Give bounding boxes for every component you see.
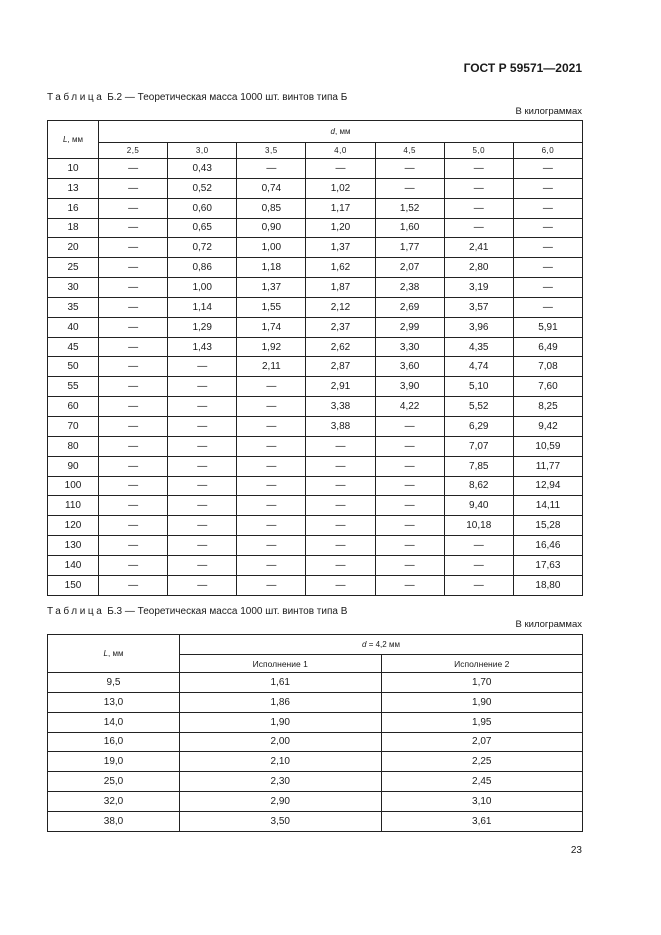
mass-cell: — bbox=[375, 159, 444, 179]
row-length-cell: 10 bbox=[48, 159, 99, 179]
table-row bbox=[48, 772, 583, 792]
mass-cell: 2,99 bbox=[375, 317, 444, 337]
row-length-cell: 19,0 bbox=[48, 752, 180, 772]
mass-cell: — bbox=[168, 536, 237, 556]
mass-cell: 0,72 bbox=[168, 238, 237, 258]
table-b3-title: — Теоретическая масса 1000 шт. винтов типа В bbox=[124, 606, 348, 617]
mass-cell: 1,02 bbox=[306, 178, 375, 198]
mass-cell: — bbox=[306, 436, 375, 456]
mass-cell: 8,62 bbox=[444, 476, 513, 496]
table-b3-number: Б.3 bbox=[107, 606, 123, 617]
table-b2-label: Таблица bbox=[47, 92, 105, 103]
row-length-cell: 9,5 bbox=[48, 673, 180, 693]
table-row bbox=[48, 397, 583, 417]
column-header: 3,0 bbox=[168, 143, 237, 159]
mass-cell: 6,29 bbox=[444, 416, 513, 436]
table-row bbox=[48, 516, 583, 536]
table-row bbox=[48, 377, 583, 397]
row-length-cell: 35 bbox=[48, 297, 99, 317]
mass-cell: 1,61 bbox=[180, 673, 382, 693]
table-row bbox=[48, 496, 583, 516]
mass-cell: 1,00 bbox=[237, 238, 306, 258]
row-length-cell: 25,0 bbox=[48, 772, 180, 792]
table-row bbox=[48, 238, 583, 258]
mass-cell: 0,85 bbox=[237, 198, 306, 218]
table-row bbox=[48, 575, 583, 595]
mass-cell: — bbox=[99, 297, 168, 317]
mass-cell: 1,37 bbox=[306, 238, 375, 258]
row-length-cell: 25 bbox=[48, 258, 99, 278]
row-length-cell: 150 bbox=[48, 575, 99, 595]
mass-cell: 6,49 bbox=[513, 337, 582, 357]
row-length-cell: 45 bbox=[48, 337, 99, 357]
table-b3-units: В килограммах bbox=[515, 619, 582, 630]
mass-cell: — bbox=[99, 278, 168, 298]
mass-cell: 3,90 bbox=[375, 377, 444, 397]
row-length-cell: 130 bbox=[48, 536, 99, 556]
row-length-cell: 16 bbox=[48, 198, 99, 218]
document-code: ГОСТ Р 59571—2021 bbox=[463, 61, 582, 75]
mass-cell: — bbox=[375, 555, 444, 575]
mass-cell: — bbox=[444, 198, 513, 218]
mass-cell: 1,20 bbox=[306, 218, 375, 238]
table-row bbox=[48, 317, 583, 337]
table-row bbox=[48, 732, 583, 752]
table-row bbox=[48, 198, 583, 218]
mass-cell: — bbox=[375, 178, 444, 198]
page-number: 23 bbox=[570, 845, 582, 856]
mass-cell: — bbox=[168, 416, 237, 436]
table-row bbox=[48, 692, 583, 712]
row-length-cell: 13 bbox=[48, 178, 99, 198]
mass-cell: — bbox=[513, 159, 582, 179]
mass-cell: — bbox=[237, 555, 306, 575]
column-header: 5,0 bbox=[444, 143, 513, 159]
column-header: 3,5 bbox=[237, 143, 306, 159]
mass-cell: 7,85 bbox=[444, 456, 513, 476]
mass-cell: 8,25 bbox=[513, 397, 582, 417]
row-length-cell: 38,0 bbox=[48, 811, 180, 831]
mass-cell: 5,91 bbox=[513, 317, 582, 337]
mass-cell: 17,63 bbox=[513, 555, 582, 575]
row-length-cell: 100 bbox=[48, 476, 99, 496]
mass-cell: 0,74 bbox=[237, 178, 306, 198]
row-length-cell: 80 bbox=[48, 436, 99, 456]
mass-cell: 1,52 bbox=[375, 198, 444, 218]
mass-cell: 3,19 bbox=[444, 278, 513, 298]
row-length-cell: 60 bbox=[48, 397, 99, 417]
mass-cell: — bbox=[237, 377, 306, 397]
column-header: 4,0 bbox=[306, 143, 375, 159]
mass-cell: 3,50 bbox=[180, 811, 382, 831]
mass-cell: — bbox=[444, 555, 513, 575]
mass-cell: — bbox=[375, 476, 444, 496]
row-length-cell: 55 bbox=[48, 377, 99, 397]
mass-cell: — bbox=[237, 476, 306, 496]
mass-cell: — bbox=[237, 159, 306, 179]
mass-cell: 0,52 bbox=[168, 178, 237, 198]
row-length-cell: 40 bbox=[48, 317, 99, 337]
mass-cell: — bbox=[513, 218, 582, 238]
mass-cell: 15,28 bbox=[513, 516, 582, 536]
row-length-cell: 70 bbox=[48, 416, 99, 436]
column-header: 4,5 bbox=[375, 143, 444, 159]
mass-cell: — bbox=[168, 357, 237, 377]
mass-cell: 1,92 bbox=[237, 337, 306, 357]
table-b3-d-header: d = 4,2 мм bbox=[180, 635, 583, 655]
mass-cell: 1,77 bbox=[375, 238, 444, 258]
mass-cell: 1,95 bbox=[381, 712, 583, 732]
table-row bbox=[48, 357, 583, 377]
table-row bbox=[48, 555, 583, 575]
mass-cell: — bbox=[306, 555, 375, 575]
mass-cell: — bbox=[99, 337, 168, 357]
mass-cell: — bbox=[99, 159, 168, 179]
mass-cell: 2,11 bbox=[237, 357, 306, 377]
mass-cell: 2,07 bbox=[375, 258, 444, 278]
table-b2-l-header: L, мм bbox=[48, 121, 99, 159]
mass-cell: 2,38 bbox=[375, 278, 444, 298]
mass-cell: 0,90 bbox=[237, 218, 306, 238]
row-length-cell: 20 bbox=[48, 238, 99, 258]
mass-cell: — bbox=[444, 159, 513, 179]
mass-cell: 2,12 bbox=[306, 297, 375, 317]
mass-cell: 2,80 bbox=[444, 258, 513, 278]
mass-cell: 12,94 bbox=[513, 476, 582, 496]
mass-cell: 4,74 bbox=[444, 357, 513, 377]
mass-cell: 1,14 bbox=[168, 297, 237, 317]
mass-cell: — bbox=[513, 258, 582, 278]
mass-cell: 3,96 bbox=[444, 317, 513, 337]
mass-cell: — bbox=[444, 536, 513, 556]
mass-cell: 3,88 bbox=[306, 416, 375, 436]
mass-cell: 1,86 bbox=[180, 692, 382, 712]
mass-cell: — bbox=[99, 198, 168, 218]
mass-cell: — bbox=[99, 555, 168, 575]
mass-cell: — bbox=[168, 496, 237, 516]
table-b2-title: — Теоретическая масса 1000 шт. винтов типа Б bbox=[124, 92, 348, 103]
mass-cell: 5,10 bbox=[444, 377, 513, 397]
mass-cell: — bbox=[168, 575, 237, 595]
mass-cell: — bbox=[99, 397, 168, 417]
table-b2-d-header: d, мм bbox=[99, 121, 583, 143]
mass-cell: 3,57 bbox=[444, 297, 513, 317]
row-length-cell: 32,0 bbox=[48, 792, 180, 812]
column-header: Исполнение 2 bbox=[381, 655, 583, 673]
mass-cell: 1,29 bbox=[168, 317, 237, 337]
row-length-cell: 18 bbox=[48, 218, 99, 238]
table-row bbox=[48, 218, 583, 238]
mass-cell: — bbox=[513, 297, 582, 317]
mass-cell: — bbox=[375, 456, 444, 476]
row-length-cell: 120 bbox=[48, 516, 99, 536]
mass-cell: — bbox=[99, 218, 168, 238]
table-b3-l-header: L, мм bbox=[48, 635, 180, 673]
mass-cell: — bbox=[99, 357, 168, 377]
row-length-cell: 110 bbox=[48, 496, 99, 516]
table-b2-number: Б.2 bbox=[107, 92, 123, 103]
mass-cell: — bbox=[168, 456, 237, 476]
mass-cell: 10,59 bbox=[513, 436, 582, 456]
mass-cell: 7,07 bbox=[444, 436, 513, 456]
row-length-cell: 30 bbox=[48, 278, 99, 298]
mass-cell: — bbox=[375, 516, 444, 536]
mass-cell: 1,60 bbox=[375, 218, 444, 238]
table-row bbox=[48, 456, 583, 476]
table-row bbox=[48, 752, 583, 772]
mass-cell: — bbox=[375, 575, 444, 595]
mass-cell: — bbox=[513, 278, 582, 298]
mass-cell: — bbox=[99, 436, 168, 456]
mass-cell: 1,87 bbox=[306, 278, 375, 298]
mass-cell: 2,37 bbox=[306, 317, 375, 337]
table-b2-units: В килограммах bbox=[515, 106, 582, 117]
mass-cell: 2,00 bbox=[180, 732, 382, 752]
mass-cell: 0,86 bbox=[168, 258, 237, 278]
mass-cell: 3,10 bbox=[381, 792, 583, 812]
mass-cell: 0,60 bbox=[168, 198, 237, 218]
mass-cell: — bbox=[168, 377, 237, 397]
mass-cell: 2,91 bbox=[306, 377, 375, 397]
mass-cell: — bbox=[168, 397, 237, 417]
table-row bbox=[48, 159, 583, 179]
mass-cell: — bbox=[375, 536, 444, 556]
mass-cell: 2,41 bbox=[444, 238, 513, 258]
table-row bbox=[48, 476, 583, 496]
mass-cell: — bbox=[168, 555, 237, 575]
row-length-cell: 14,0 bbox=[48, 712, 180, 732]
mass-cell: 9,40 bbox=[444, 496, 513, 516]
mass-cell: 2,90 bbox=[180, 792, 382, 812]
mass-cell: — bbox=[444, 218, 513, 238]
mass-cell: 1,43 bbox=[168, 337, 237, 357]
mass-cell: — bbox=[375, 416, 444, 436]
mass-cell: — bbox=[99, 178, 168, 198]
table-row bbox=[48, 178, 583, 198]
mass-cell: 7,60 bbox=[513, 377, 582, 397]
mass-cell: — bbox=[513, 178, 582, 198]
mass-cell: — bbox=[306, 496, 375, 516]
mass-cell: — bbox=[99, 496, 168, 516]
mass-cell: — bbox=[237, 536, 306, 556]
mass-cell: 1,70 bbox=[381, 673, 583, 693]
mass-cell: — bbox=[99, 536, 168, 556]
mass-cell: 1,62 bbox=[306, 258, 375, 278]
mass-cell: 3,30 bbox=[375, 337, 444, 357]
table-b3-caption bbox=[47, 606, 347, 617]
mass-cell: — bbox=[306, 159, 375, 179]
mass-cell: — bbox=[306, 456, 375, 476]
column-header: 6,0 bbox=[513, 143, 582, 159]
mass-cell: — bbox=[237, 436, 306, 456]
mass-cell: — bbox=[306, 536, 375, 556]
mass-cell: 5,52 bbox=[444, 397, 513, 417]
mass-cell: — bbox=[237, 496, 306, 516]
mass-cell: — bbox=[444, 178, 513, 198]
mass-cell: 9,42 bbox=[513, 416, 582, 436]
table-b2-caption bbox=[47, 92, 347, 103]
mass-cell: — bbox=[99, 416, 168, 436]
mass-cell: — bbox=[306, 575, 375, 595]
mass-cell: 10,18 bbox=[444, 516, 513, 536]
mass-cell: 2,69 bbox=[375, 297, 444, 317]
mass-cell: — bbox=[375, 436, 444, 456]
mass-cell: 3,61 bbox=[381, 811, 583, 831]
table-b3 bbox=[47, 634, 583, 832]
mass-cell: 18,80 bbox=[513, 575, 582, 595]
mass-cell: 2,07 bbox=[381, 732, 583, 752]
row-length-cell: 13,0 bbox=[48, 692, 180, 712]
mass-cell: — bbox=[168, 476, 237, 496]
row-length-cell: 90 bbox=[48, 456, 99, 476]
table-row bbox=[48, 278, 583, 298]
table-b2 bbox=[47, 120, 583, 596]
column-header: 2,5 bbox=[99, 143, 168, 159]
mass-cell: 1,90 bbox=[381, 692, 583, 712]
mass-cell: — bbox=[168, 436, 237, 456]
table-row bbox=[48, 416, 583, 436]
mass-cell: 14,11 bbox=[513, 496, 582, 516]
mass-cell: 1,37 bbox=[237, 278, 306, 298]
table-row bbox=[48, 297, 583, 317]
mass-cell: — bbox=[99, 476, 168, 496]
table-row bbox=[48, 436, 583, 456]
mass-cell: — bbox=[99, 317, 168, 337]
row-length-cell: 50 bbox=[48, 357, 99, 377]
mass-cell: — bbox=[237, 397, 306, 417]
table-row bbox=[48, 536, 583, 556]
table-row bbox=[48, 712, 583, 732]
mass-cell: — bbox=[99, 238, 168, 258]
mass-cell: 1,90 bbox=[180, 712, 382, 732]
mass-cell: — bbox=[99, 258, 168, 278]
mass-cell: — bbox=[306, 476, 375, 496]
mass-cell: — bbox=[99, 575, 168, 595]
mass-cell: 1,18 bbox=[237, 258, 306, 278]
mass-cell: — bbox=[168, 516, 237, 536]
mass-cell: 0,65 bbox=[168, 218, 237, 238]
mass-cell: 2,45 bbox=[381, 772, 583, 792]
mass-cell: 3,60 bbox=[375, 357, 444, 377]
table-row bbox=[48, 337, 583, 357]
row-length-cell: 16,0 bbox=[48, 732, 180, 752]
row-length-cell: 140 bbox=[48, 555, 99, 575]
mass-cell: — bbox=[444, 575, 513, 595]
mass-cell: — bbox=[237, 416, 306, 436]
mass-cell: 1,00 bbox=[168, 278, 237, 298]
mass-cell: 0,43 bbox=[168, 159, 237, 179]
table-row bbox=[48, 792, 583, 812]
mass-cell: — bbox=[99, 516, 168, 536]
mass-cell: 1,55 bbox=[237, 297, 306, 317]
table-row bbox=[48, 811, 583, 831]
mass-cell: 11,77 bbox=[513, 456, 582, 476]
table-row bbox=[48, 673, 583, 693]
mass-cell: 1,74 bbox=[237, 317, 306, 337]
mass-cell: 2,30 bbox=[180, 772, 382, 792]
mass-cell: 1,17 bbox=[306, 198, 375, 218]
mass-cell: — bbox=[99, 377, 168, 397]
mass-cell: 2,10 bbox=[180, 752, 382, 772]
mass-cell: — bbox=[237, 516, 306, 536]
column-header: Исполнение 1 bbox=[180, 655, 382, 673]
mass-cell: 7,08 bbox=[513, 357, 582, 377]
mass-cell: 2,25 bbox=[381, 752, 583, 772]
mass-cell: — bbox=[513, 198, 582, 218]
mass-cell: — bbox=[237, 575, 306, 595]
mass-cell: — bbox=[237, 456, 306, 476]
mass-cell: 2,87 bbox=[306, 357, 375, 377]
mass-cell: 4,22 bbox=[375, 397, 444, 417]
mass-cell: — bbox=[513, 238, 582, 258]
table-b3-label: Таблица bbox=[47, 606, 105, 617]
mass-cell: — bbox=[306, 516, 375, 536]
table-row bbox=[48, 258, 583, 278]
mass-cell: — bbox=[99, 456, 168, 476]
mass-cell: — bbox=[375, 496, 444, 516]
mass-cell: 2,62 bbox=[306, 337, 375, 357]
mass-cell: 4,35 bbox=[444, 337, 513, 357]
mass-cell: 16,46 bbox=[513, 536, 582, 556]
mass-cell: 3,38 bbox=[306, 397, 375, 417]
